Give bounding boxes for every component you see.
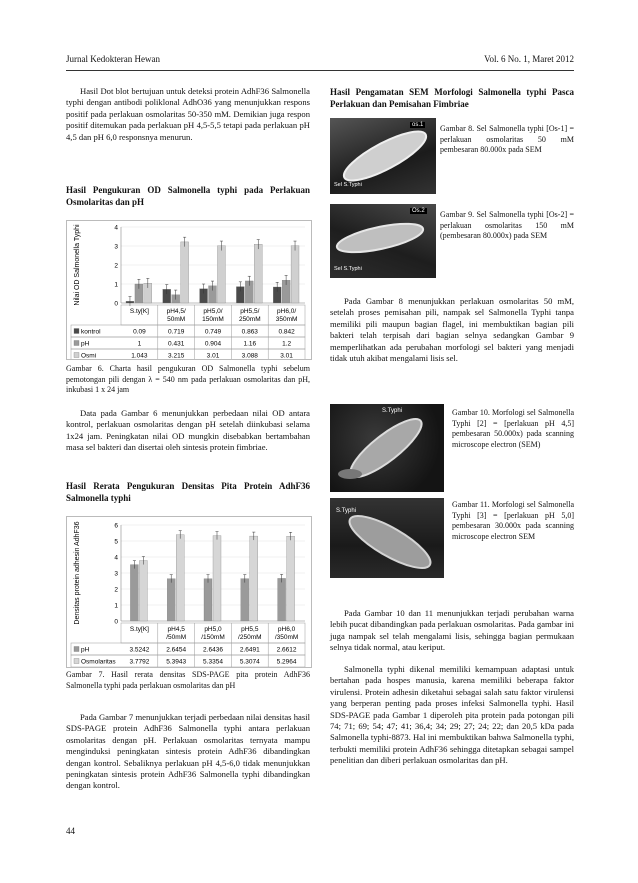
x-category-label: pH5,5/ (240, 308, 260, 315)
table-value: 3.01 (206, 352, 220, 359)
table-value: 2.6436 (203, 646, 223, 654)
x-category-label: pH5,5 (241, 626, 259, 633)
table-value: 3.01 (280, 352, 293, 359)
y-axis-label: Densitas protein adhesin AdhF36 (74, 521, 81, 625)
bar-Osmolaritas (176, 535, 184, 621)
table-value: 3.215 (168, 352, 185, 359)
figure-8-tag: os.1 (412, 122, 424, 128)
bar-Osmi (254, 244, 262, 303)
figure-9-sem-image (330, 204, 436, 278)
left-para-3: Pada Gambar 7 menunjukkan terjadi perbedaan nilai densitas hasil SDS-PAGE protein AdhF36 Salmonella typhi antara perlakuan osmolaritas dengan pH. Perlakuan osmolaritas ternyata mampu menginduksi peningkatan sintesis protein AdhF36 dibandingkan dengan kontrol. Sebaliknya perlakuan pH 4,5-6,0 tidak menunjukkan peningkatan sintesis protein AdhF36 Salmonella typhi dibandingkan dengan kontrol. (66, 712, 310, 791)
table-row (71, 349, 305, 359)
bar-pH (278, 578, 286, 621)
figure-11-label: S.Typhi (336, 508, 357, 514)
legend-swatch (74, 647, 79, 652)
table-value: 0.904 (204, 340, 222, 348)
volume-info: Vol. 6 No. 1, Maret 2012 (484, 54, 574, 64)
right-para-3: Salmonella typhi dikenal memiliki kemampuan adaptasi untuk bertahan pada hospes manusia, karena memiliki beberapa faktor virulensi. Protein adhesin diketahui sebagai salah satu faktor virulensi yang berperan penting pada proses infeksi Salmonella typhi. Hasil SDS-PAGE pada Gambar 1 diperoleh pita protein pada potongan pili 74; 71; 69; 54; 47; 41; 36,4; 34; 29; 27; 24; 22; dan 20,5 kDa pada Salmonella typhi-8873. Hal ini membuktikan bahwa Salmonella typhi, terbukti memiliki protein AdhF36 sehingga ditetapkan sebagai sampel penelitian dan diberi perlakuan osmolaritas dan pH. (330, 664, 574, 766)
bar-Osmolaritas (213, 536, 221, 621)
table-value: 0.749 (204, 328, 222, 336)
table-value: 1.043 (131, 352, 148, 359)
y-tick-label: 3 (114, 243, 118, 251)
od-bar-chart (67, 221, 311, 359)
journal-name: Jurnal Kedokteran Hewan (66, 54, 160, 64)
y-tick-label: 1 (114, 602, 118, 610)
legend-label: kontrol (81, 328, 101, 336)
y-tick-label: 2 (114, 262, 118, 270)
x-category-label: pH5,0 (204, 626, 222, 633)
y-tick-label: 6 (114, 522, 118, 530)
figure-11-caption: Gambar 11. Morfologi sel Salmonella Typhi [3] = [perlakuan pH 5,0] pembesaran 30.000x pada scanning microscope electron SEM (452, 500, 574, 541)
x-category-label: pH6,0/ (277, 308, 297, 315)
legend-swatch (74, 353, 79, 358)
x-category-label: 350mM (275, 316, 298, 323)
figure-10-label: S.Typhi (382, 408, 403, 414)
legend-swatch (74, 341, 79, 346)
sem-cell-3 (330, 404, 444, 492)
y-tick-label: 4 (114, 224, 118, 232)
x-category-label: S.ty[K] (129, 626, 149, 633)
page-number: 44 (66, 826, 75, 836)
figure-8-caption: Gambar 8. Sel Salmonella typhi [Os-1] = perlakuan osmolaritas 50 mM pembesaran 80.000x pada SEM (440, 124, 574, 154)
table-value: 0.719 (168, 328, 185, 336)
left-para-1: Hasil Dot blot bertujuan untuk deteksi protein AdhF36 Salmonella typhi dengan antibodi poliklonal AdhO36 yang menunjukkan respons positif pada perlakuan osmolaritas 50-350 mM. Demikian juga respon positif ditemukan pada perlakuan pH 4,5-5,5 tetapi pada perlakuan pH 4,5 dan pH 6,0 responsnya menurun. (66, 86, 310, 142)
x-category-label: pH4,5/ (166, 308, 186, 315)
x-category-label: /350mM (274, 634, 299, 641)
y-axis-label: Nilai OD Salmonella Typhi (74, 224, 81, 306)
table-value: 1.16 (243, 340, 257, 348)
y-tick-label: 0 (114, 300, 118, 308)
figure-10-caption: Gambar 10. Morfologi sel Salmonella Typhi [2] = [perlakuan pH 4,5] pembesaran 50.000x) pada scanning microscope electron (SEM) (452, 408, 574, 449)
table-value: 1 (137, 340, 142, 348)
legend-swatch (74, 659, 79, 664)
table-value: 5.2964 (276, 658, 297, 666)
y-tick-label: 1 (114, 281, 118, 289)
table-value: 2.6454 (166, 646, 187, 654)
y-tick-label: 0 (114, 618, 118, 626)
bar-pH (167, 579, 175, 621)
bar-Osmi (217, 246, 225, 303)
header-divider (66, 70, 574, 71)
figure-10-sem-image (330, 404, 444, 492)
table-value: 2.6612 (276, 646, 297, 654)
table-value: 5.3943 (166, 658, 187, 666)
figure-7-chart (66, 516, 312, 668)
table-value: 3.5242 (129, 646, 150, 654)
table-value: 0.09 (133, 328, 146, 336)
right-heading-1: Hasil Pengamatan SEM Morfologi Salmonella typhi Pasca Perlakuan dan Pemisahan Fimbriae (330, 87, 574, 109)
x-category-label: /150mM (201, 634, 225, 641)
table-row (71, 337, 305, 349)
x-category-label: /250mM (238, 634, 262, 641)
figure-9-caption: Gambar 9. Sel Salmonella typhi [Os-2] = perlakuan osmolaritas 150 mM (pembesaran 80.000x) pada SEM (440, 210, 574, 240)
legend-label: pH (81, 340, 90, 348)
left-heading-1: Hasil Pengukuran OD Salmonella typhi pada Perlakuan Osmolaritas dan pH (66, 185, 310, 207)
x-category-label: pH5,0/ (203, 308, 223, 315)
bar-Osmi (181, 242, 189, 303)
table-row (71, 643, 305, 655)
x-category-label: S.ty[K] (129, 308, 149, 315)
figure-6-chart (66, 220, 312, 360)
y-tick-label: 3 (114, 570, 118, 578)
bar-pH (241, 579, 249, 621)
figure-9-label: Sel S.Typhi (334, 266, 362, 272)
figure-7-caption: Gambar 7. Hasil rerata densitas SDS-PAGE pita protein AdhF36 Salmonella typhi pada perlakuan osmolaritas dan pH (66, 670, 310, 690)
figure-11-sem-image (330, 498, 444, 578)
table-value: 5.3074 (239, 658, 260, 666)
bar-Osmolaritas (139, 561, 147, 621)
right-para-1: Pada Gambar 8 menunjukkan perlakuan osmolaritas 50 mM, setelah proses pemisahan pili, nampak sel Salmonella Typhi tanpa memiliki pili maupun bagian flagel, ini membuktikan bagian pili bakteri telah terpisah dari bagian selnya sedangkan Gambar 9 memperlihatkan ada perubahan morfologi sel bakteri yang menjadi tidak utuh akibat mengalami lisis sel. (330, 296, 574, 364)
density-bar-chart (67, 517, 311, 667)
x-category-label: 250mM (238, 316, 261, 323)
table-value: 0.431 (168, 340, 185, 348)
legend-swatch (74, 329, 79, 334)
x-category-label: pH4,5 (167, 626, 185, 633)
figure-9-tag: Os.2 (412, 208, 425, 214)
x-category-label: 150mM (202, 316, 224, 323)
bar-Osmi (291, 246, 299, 303)
y-tick-label: 4 (114, 554, 118, 562)
left-para-2: Data pada Gambar 6 menunjukkan perbedaan nilai OD antara kontrol, perlakuan osmolaritas dengan pH setelah diinkubasi selama 1x24 jam. Peningkatan nilai OD mungkin disebabkan bertambahan masa sel bakteri dan disertai oleh sintesis protein fimbriae. (66, 408, 310, 453)
x-category-label: pH6,0 (277, 626, 296, 633)
right-para-2: Pada Gambar 10 dan 11 menunjukkan terjadi perubahan warna lebih pucat dibandingkan pada perlakuan osmolaritas. Pada gambar ini juga nampak sel telah mengalami lisis, sehingga bagian permukaan selnya tidak normal, atau keriput. (330, 608, 574, 653)
bar-Osmolaritas (250, 536, 258, 621)
y-tick-label: 2 (114, 586, 118, 594)
left-heading-2: Hasil Rerata Pengukuran Densitas Pita Protein AdhF36 Salmonella typhi (66, 481, 310, 503)
figure-8-label: Sel S.Typhi (334, 182, 362, 188)
table-value: 0.842 (278, 328, 295, 336)
legend-label: Osmi (81, 352, 97, 359)
bar-pH (130, 565, 138, 621)
table-value: 3.7792 (129, 658, 150, 666)
figure-6-caption: Gambar 6. Charta hasil pengukuran OD Salmonella typhi sebelum pemotongan pili dengan λ = 540 nm pada perlakuan osmolaritas dan pH, inkubasi 1 x 24 jam (66, 364, 310, 394)
figure-8-sem-image (330, 118, 436, 194)
x-category-label: /50mM (166, 634, 187, 641)
table-value: 2.6491 (239, 646, 260, 654)
legend-label: Osmolaritas (81, 658, 116, 666)
x-category-label: 50mM (167, 316, 186, 323)
table-value: 5.3354 (203, 658, 223, 666)
table-row (71, 325, 305, 337)
y-tick-label: 5 (114, 538, 118, 546)
bar-pH (204, 579, 212, 621)
table-value: 0.863 (241, 328, 258, 336)
bar-Osmolaritas (287, 536, 295, 621)
table-value: 3.088 (241, 352, 258, 359)
table-value: 1.2 (282, 340, 292, 348)
legend-label: pH (81, 646, 90, 654)
